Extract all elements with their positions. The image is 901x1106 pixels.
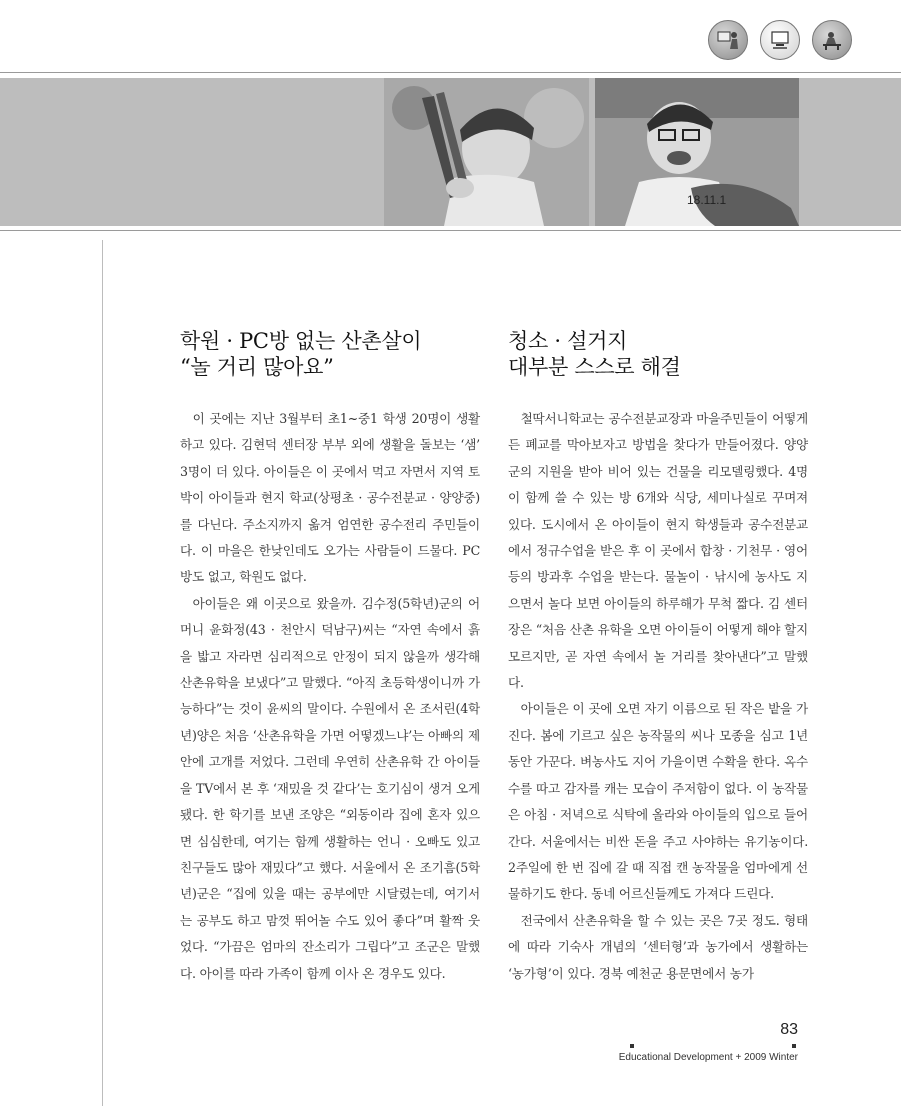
student-desk-icon [812, 20, 852, 60]
body-paragraph: 전국에서 산촌유학을 할 수 있는 곳은 7곳 정도. 형태에 따라 기숙사 개념의 ‘센터형’과 농가에서 생활하는 ‘농가형’이 있다. 경북 예천군 용문면에서 농가 [508, 912, 808, 981]
square-bullet-icon [792, 1044, 796, 1048]
body-paragraph: 철딱서니학교는 공수전분교장과 마을주민들이 어떻게든 폐교를 막아보자고 방법을 찾다가 만들어졌다. 양양군의 지원을 받아 비어 있는 건물을 리모델링했다. 4명이 함께 쓸 수 있는 방 6개와 식당, 세미나실로 꾸며져 있다. 도시에서 온 아이들이 현지 학생들과 공수전분교에서 정규수업을 받은 후 이 곳에서 합창 · 기천무 · 영어 등의 방과후 수업을 받는다. 물놀이 · 낚시에 농사도 지으면서 놀다 보면 아이들의 하루해가 무척 짧다. 김 센터장은 “처음 산촌 유학을 오면 아이들이 어떻게 해야 할지 모르지만, 곧 자연 속에서 놀 거리를 찾아낸다”고 말했다. [508, 411, 808, 691]
band-bottom-rule [0, 230, 901, 231]
photo-boy-holding-fish [595, 78, 799, 226]
body-paragraph: 아이들은 이 곳에 오면 자기 이름으로 된 작은 밭을 가진다. 봄에 기르고 싶은 농작물의 씨나 모종을 심고 1년 동안 가꾼다. 벼농사도 지어 가을이면 수확을 한다. 옥수수를 따고 감자를 캐는 모습이 주저함이 없다. 이 농작물은 아침 · 저녁으로 식탁에 올라와 아이들의 입으로 들어간다. 서울에서는 비싼 돈을 주고 사야하는 유기농이다. 2주일에 한 번 집에 갈 때 직접 캔 농작물을 엄마에게 선물하기도 한다. 동네 어르신들께도 가져다 드린다. [508, 701, 808, 902]
margin-rule [102, 240, 103, 1106]
heading-line: 학원 · PC방 없는 산촌살이 [180, 329, 422, 353]
section-heading-right [508, 328, 808, 380]
photo-shirt-text: 18.11.1 [687, 193, 727, 207]
photo-girl-holding-vegetables [384, 78, 589, 226]
heading-line: “놀 거리 많아요” [180, 355, 334, 379]
heading-line: 청소 · 설거지 [508, 329, 628, 353]
body-paragraph: 이 곳에는 지난 3월부터 초1~중1 학생 20명이 생활하고 있다. 김현덕 센터장 부부 외에 생활을 돌보는 ‘샘’ 3명이 더 있다. 아이들은 이 곳에서 먹고 자면서 지역 토박이 아이들과 현지 학교(상평초 · 공수전분교 · 양양중)를 다닌다. 주소지까지 옮겨 엄연한 공수전리 주민들이다. 이 마을은 한낮인데도 오가는 사람들이 드물다. PC방도 없고, 학원도 없다. [180, 411, 480, 585]
header-icon-group [708, 20, 852, 60]
article-column-left [180, 328, 480, 987]
page-number: 83 [780, 1021, 798, 1038]
journal-title: Educational Development + 2009 Winter [618, 1052, 798, 1063]
computer-icon [760, 20, 800, 60]
teacher-figure-icon [708, 20, 748, 60]
folio-marks [600, 1042, 798, 1052]
body-paragraph: 아이들은 왜 이곳으로 왔을까. 김수정(5학년)군의 어머니 윤화정(43 · 천안시 덕남구)씨는 “자연 속에서 흙을 밟고 자라면 심리적으로 안정이 되지 않을까 생각해 산촌유학을 보냈다”고 말했다. “아직 초등학생이니까 가능하다”는 것이 윤씨의 말이다. 수원에서 온 조서린(4학년)양은 처음 ‘산촌유학을 가면 어떻겠느냐’는 아빠의 제안에 고개를 저었다. 그런데 우연히 산촌유학 간 아이들을 TV에서 본 후 ‘재밌을 것 같다’는 호기심이 생겨 오게 됐다. 한 학기를 보낸 조양은 “외동이라 집에 혼자 있으면 심심한데, 여기는 함께 생활하는 언니 · 오빠도 있고 친구들도 많아 재밌다”고 했다. 서울에서 온 조기흠(5학년)군은 “집에 있을 때는 공부에만 시달렸는데, 여기서는 공부도 하고 맘껏 뛰어놀 수도 있어 좋다”며 활짝 웃었다. “가끔은 엄마의 잔소리가 그립다”고 조군은 말했다. 아이를 따라 가족이 함께 이사 온 경우도 있다. [180, 595, 480, 981]
page-folio [600, 1020, 798, 1064]
heading-line: 대부분 스스로 해결 [508, 355, 681, 379]
article-column-right [508, 328, 808, 987]
section-heading-left [180, 328, 480, 380]
square-bullet-icon [630, 1044, 634, 1048]
header-rule [0, 72, 901, 73]
